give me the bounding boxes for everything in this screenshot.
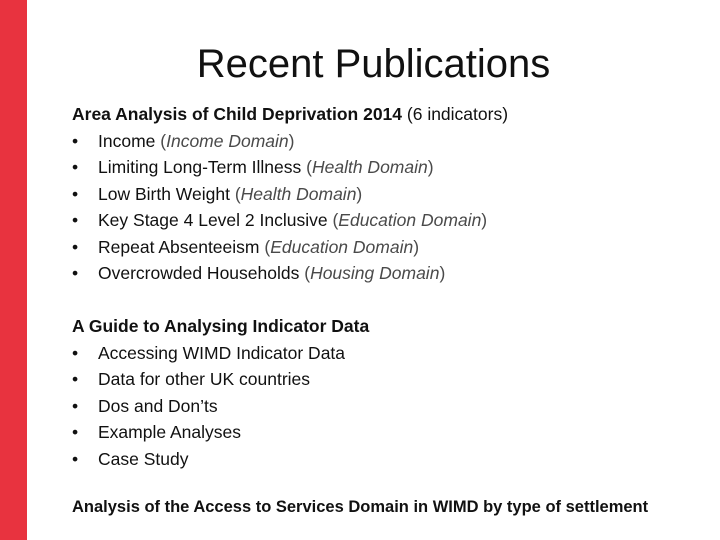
section-heading-child-deprivation (72, 101, 712, 128)
guide-topic-label: Data for other UK countries (98, 369, 311, 390)
guide-topic-label: Dos and Don’ts (98, 395, 218, 416)
indicator-list (72, 128, 712, 288)
list-item (72, 446, 712, 473)
bullet-icon: • (72, 342, 79, 363)
section-heading-suffix: (6 indicators) (406, 104, 509, 124)
guide-topic-label: Case Study (98, 448, 189, 469)
guide-topic-list (72, 340, 712, 473)
bullet-icon: • (72, 130, 79, 151)
indicator-label: Low Birth Weight (98, 183, 230, 204)
indicator-domain: (Health Domain) (234, 183, 363, 204)
slide-content (72, 101, 712, 519)
bullet-icon: • (72, 369, 79, 390)
list-item (72, 260, 712, 287)
bullet-icon: • (72, 157, 79, 178)
list-item (72, 181, 712, 208)
section-heading-access-to-services: Analysis of the Access to Services Domain in WIMD by type of settlement (72, 497, 649, 516)
section-heading-indicator-guide: A Guide to Analysing Indicator Data (72, 316, 370, 337)
section-spacer (72, 473, 712, 495)
bullet-icon: • (72, 236, 79, 257)
bullet-icon: • (72, 263, 79, 284)
section-spacer (72, 287, 712, 313)
list-item (72, 154, 712, 181)
bullet-icon: • (72, 448, 79, 469)
list-item (72, 366, 712, 393)
list-item (72, 419, 712, 446)
bullet-icon: • (72, 210, 79, 231)
list-item (72, 393, 712, 420)
indicator-label: Income (98, 130, 156, 151)
bullet-icon: • (72, 422, 79, 443)
indicator-label: Key Stage 4 Level 2 Inclusive (98, 210, 328, 231)
indicator-label: Overcrowded Households (98, 263, 300, 284)
indicator-label: Limiting Long-Term Illness (98, 157, 302, 178)
indicator-domain: (Education Domain) (332, 210, 488, 231)
indicator-domain: (Education Domain) (264, 236, 420, 257)
list-item (72, 207, 712, 234)
indicator-label: Repeat Absenteeism (98, 236, 260, 257)
guide-topic-label: Example Analyses (98, 422, 241, 443)
list-item (72, 128, 712, 155)
indicator-domain: (Health Domain) (306, 157, 434, 178)
list-item (72, 340, 712, 367)
guide-topic-label: Accessing WIMD Indicator Data (98, 342, 346, 363)
indicator-domain: (Housing Domain) (304, 263, 446, 284)
accent-bar (0, 0, 27, 540)
slide-title: Recent Publications (196, 42, 551, 86)
indicator-domain: (Income Domain) (160, 130, 295, 151)
list-item (72, 234, 712, 261)
bullet-icon: • (72, 183, 79, 204)
section-heading-text: Area Analysis of Child Deprivation 2014 (72, 104, 403, 124)
bullet-icon: • (72, 395, 79, 416)
